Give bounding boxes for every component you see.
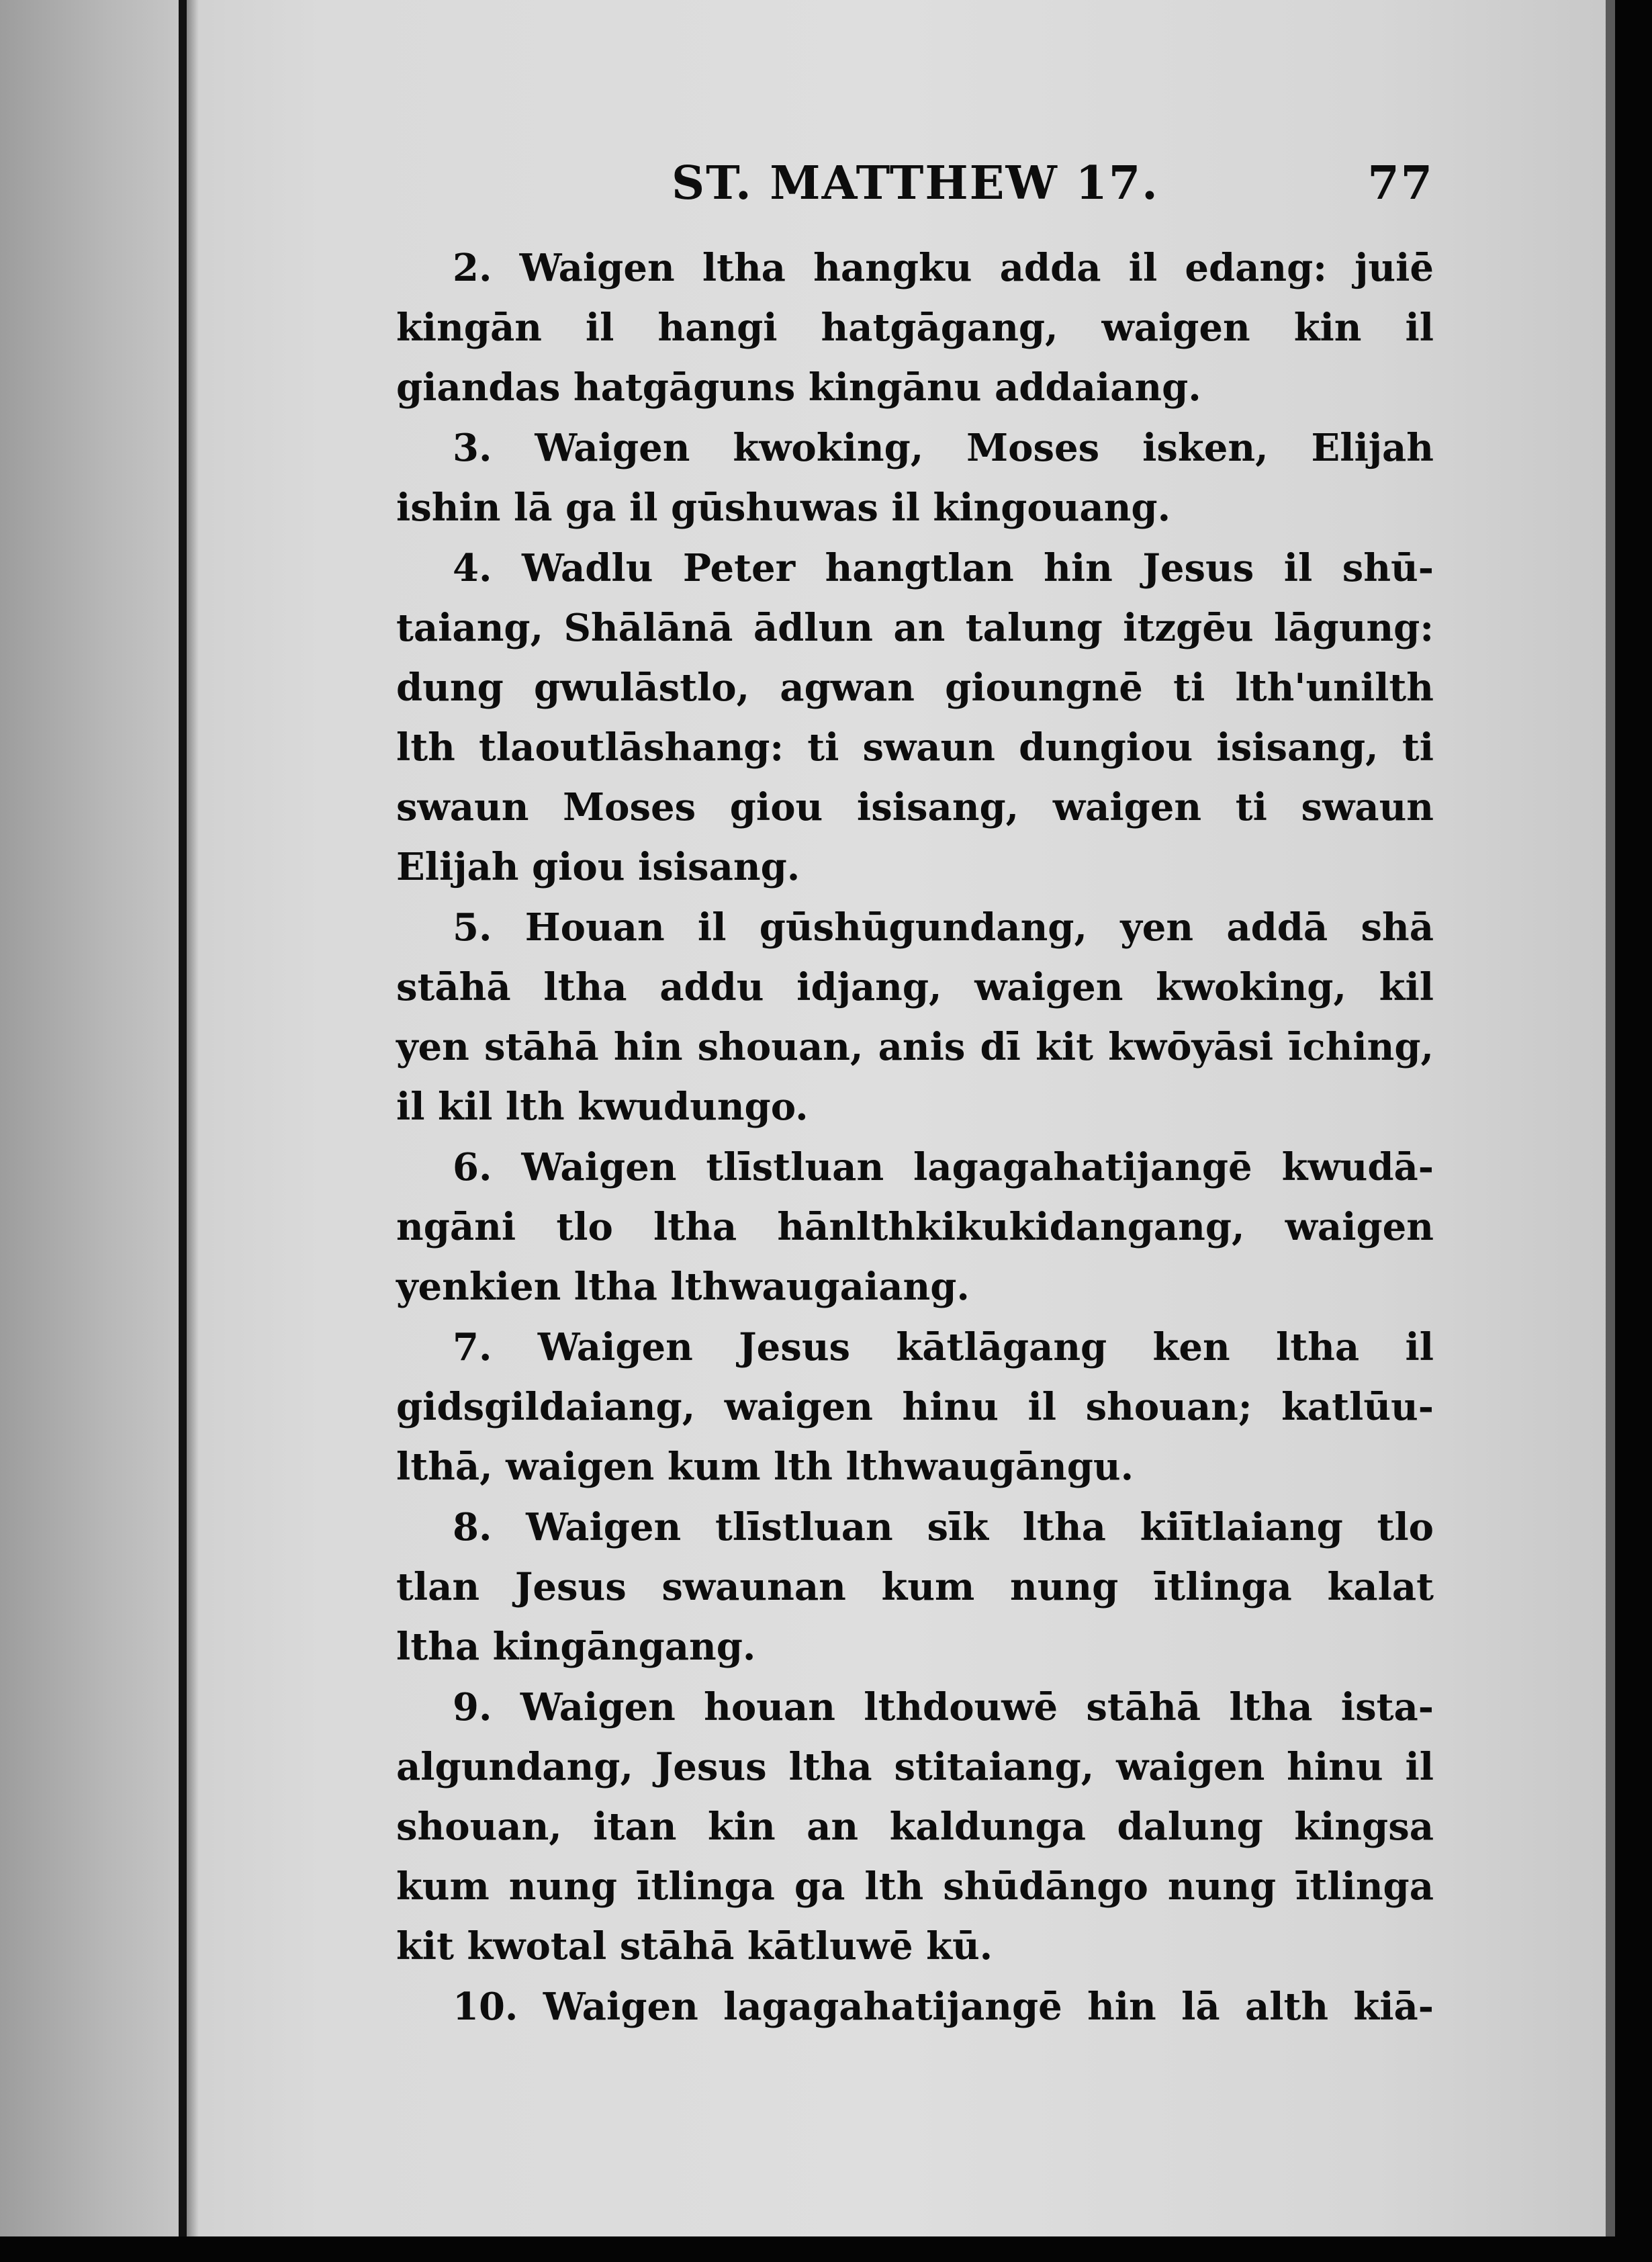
verse-4 [396, 539, 1434, 897]
verse-line: 2. Waigen ltha hangku adda il edang: juiē [453, 246, 1434, 290]
verse-line: 10. Waigen lagagahatijangē hin lā alth kiā- [453, 1985, 1434, 2029]
verse-line: giandas hatgāguns kingānu addaiang. [396, 365, 1201, 410]
verse-line: yen stāhā hin shouan, anis dī kit kwōyāsi īching, [396, 1025, 1434, 1069]
verse-10 [396, 1977, 1434, 2037]
page-right-edge [1606, 0, 1615, 2236]
verse-line: 8. Waigen tlīstluan sīk ltha kiītlaiang tlo [453, 1505, 1434, 1549]
verse-line: 3. Waigen kwoking, Moses isken, Elijah [453, 426, 1434, 470]
verse-2 [396, 238, 1434, 418]
verse-line: 7. Waigen Jesus kātlāgang ken ltha il [453, 1325, 1434, 1369]
verse-line: algundang, Jesus ltha stitaiang, waigen hinu il [396, 1745, 1434, 1789]
running-title: ST. MATTHEW 17. [672, 156, 1159, 210]
verse-line: lth tlaoutlāshang: ti swaun dungiou isisang, ti [396, 725, 1434, 770]
text-block [396, 138, 1434, 2038]
verse-line: ltha kingāngang. [396, 1625, 756, 1669]
verse-3 [396, 418, 1434, 538]
page-number: 77 [1367, 156, 1434, 210]
verse-line: kingān il hangi hatgāgang, waigen kin il [396, 306, 1434, 350]
verse-7 [396, 1318, 1434, 1497]
verse-line: lthā, waigen kum lth lthwaugāngu. [396, 1445, 1134, 1489]
verse-line: kum nung ītlinga ga lth shūdāngo nung ītlinga [396, 1864, 1434, 1909]
verse-line: tlan Jesus swaunan kum nung ītlinga kalat [396, 1565, 1434, 1609]
verse-line: stāhā ltha addu idjang, waigen kwoking, kil [396, 965, 1434, 1009]
verse-line: ishin lā ga il gūshuwas il kingouang. [396, 486, 1171, 530]
verse-line: ngāni tlo ltha hānlthkikukidangang, waigen [396, 1205, 1434, 1249]
verse-line: il kil lth kwudungo. [396, 1085, 809, 1129]
verse-line: dung gwulāstlo, agwan gioungnē ti lth'unilth [396, 666, 1434, 710]
verse-line: 6. Waigen tlīstluan lagagahatijangē kwudā- [453, 1145, 1434, 1189]
verse-line: shouan, itan kin an kaldunga dalung kingsa [396, 1805, 1434, 1849]
verse-line: Elijah giou isisang. [396, 845, 800, 889]
verse-6 [396, 1138, 1434, 1317]
verse-line: 9. Waigen houan lthdouwē stāhā ltha ista- [453, 1685, 1434, 1729]
verse-8 [396, 1498, 1434, 1677]
running-head [396, 138, 1434, 212]
verse-9 [396, 1678, 1434, 1977]
verse-line: taiang, Shālānā ādlun an talung itzgēu lāgung: [396, 606, 1434, 650]
verse-line: gidsgildaiang, waigen hinu il shouan; katlūu- [396, 1385, 1434, 1429]
verse-list [396, 238, 1434, 2037]
verse-5 [396, 898, 1434, 1137]
binding-fold-line [179, 0, 187, 2236]
verse-line: 5. Houan il gūshūgundang, yen addā shā [453, 905, 1434, 950]
verse-line: 4. Wadlu Peter hangtlan hin Jesus il shū- [453, 546, 1434, 590]
page-gutter [0, 0, 181, 2236]
binding-shadow [187, 0, 199, 2236]
verse-line: yenkien ltha lthwaugaiang. [396, 1265, 970, 1309]
verse-line: kit kwotal stāhā kātluwē kū. [396, 1924, 993, 1969]
verse-line: swaun Moses giou isisang, waigen ti swaun [396, 785, 1434, 829]
